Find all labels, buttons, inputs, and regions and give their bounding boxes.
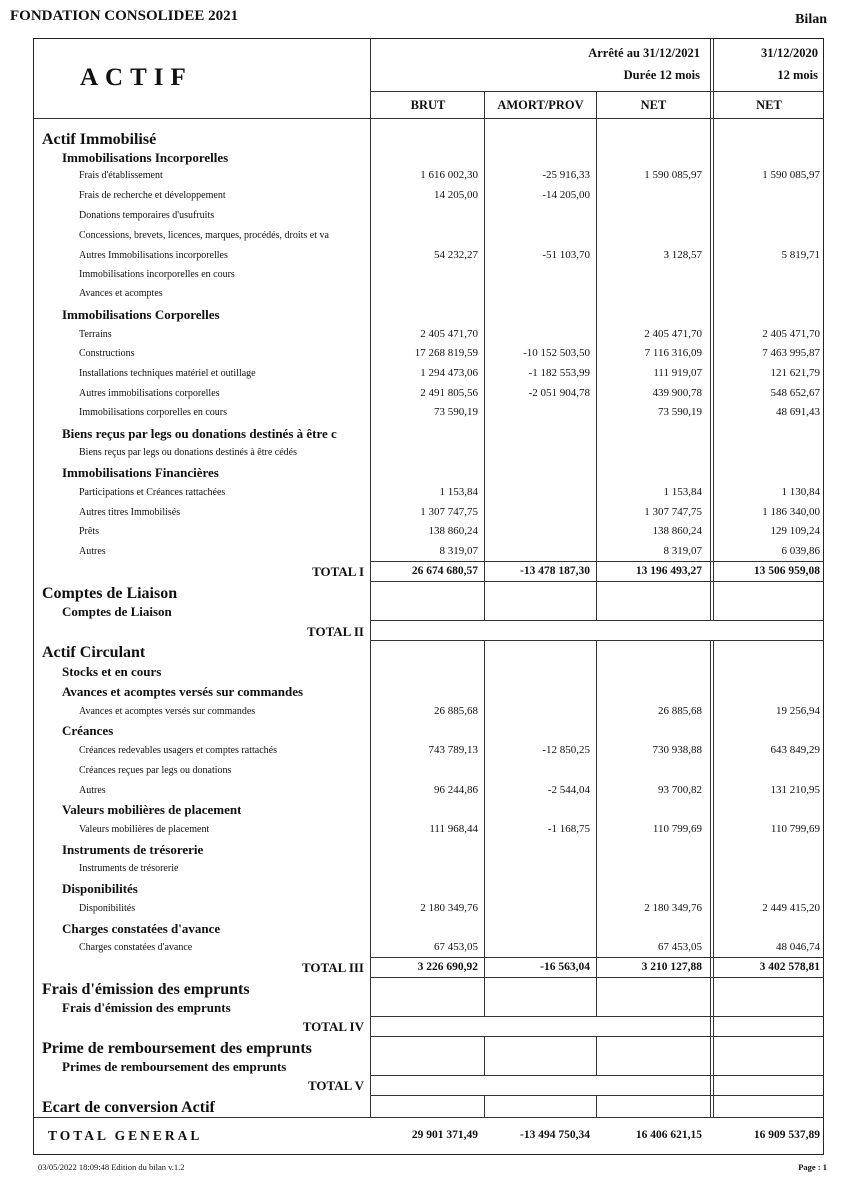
line-item-row [34,284,824,304]
value-net: 16 406 621,15 [635,1129,702,1141]
document-type: Bilan [795,12,827,27]
item-label: Concessions, brevets, licences, marques, procédés, droits et va [79,230,329,241]
line-item-row [34,325,824,345]
value-brut: 1 307 747,75 [420,506,478,518]
value-amort-prov: -12 850,25 [542,744,590,756]
value-net: 1 590 085,97 [644,169,702,181]
sub-row [34,305,824,325]
section-label: Frais d'émission des emprunts [42,981,250,998]
value-amort-prov: -10 152 503,50 [523,347,590,359]
value-brut: 26 674 680,57 [411,565,478,577]
sub-label: Créances [62,723,114,738]
value-brut: 111 968,44 [429,823,478,835]
line-item-row [34,702,824,722]
value-amort-prov: -1 168,75 [547,823,590,835]
value-brut: 2 491 805,56 [420,387,478,399]
value-net: 2 405 471,70 [644,328,702,340]
sub-row [34,682,824,702]
sub-label: Biens reçus par legs ou donations destinés à être c [62,426,337,441]
value-net-previous: 110 799,69 [770,823,820,835]
sub-label: Stocks et en cours [62,664,162,679]
line-item-row [34,265,824,285]
header-rule [370,91,824,92]
total-row [34,622,824,642]
value-brut: 67 453,05 [434,941,478,953]
total-label: TOTAL I [312,564,364,579]
value-net-previous: 7 463 995,87 [762,347,820,359]
value-net-previous: 643 849,29 [770,744,820,756]
value-amort-prov: -2 544,04 [547,784,590,796]
sub-label: Disponibilités [62,881,138,896]
line-item-row [34,226,824,246]
item-label: Autres titres Immobilisés [79,507,181,518]
sub-label: Comptes de Liaison [62,604,172,619]
value-net-previous: 19 256,94 [776,705,820,717]
sub-row [34,840,824,860]
sub-row [34,424,824,444]
value-net-previous: 16 909 537,89 [753,1129,820,1141]
value-amort-prov: -13 494 750,34 [520,1129,590,1141]
column-header-net: NET [640,98,667,112]
value-net-previous: 129 109,24 [770,525,820,537]
period-current: Arrêté au 31/12/2021 [588,46,700,60]
item-label: Instruments de trésorerie [79,863,179,874]
column-header-amort-prov: AMORT/PROV [497,98,584,112]
item-label: Autres Immobilisations incorporelles [79,250,228,261]
value-amort-prov: -1 182 553,99 [528,367,590,379]
sub-row [34,998,824,1018]
sub-row [34,463,824,483]
section-label: Ecart de conversion Actif [42,1099,215,1116]
total-label: TOTAL IV [302,1019,364,1034]
sub-label: Avances et acomptes versés sur commandes [62,684,304,699]
section-row [34,584,824,604]
line-item-row [34,820,824,840]
value-net-previous: 1 130,84 [781,486,820,498]
item-label: Biens reçus par legs ou donations destinés à être cédés [79,447,297,458]
sub-row [34,662,824,682]
value-net: 730 938,88 [652,744,702,756]
line-item-row [34,542,824,562]
value-net: 73 590,19 [658,406,702,418]
value-amort-prov: -2 051 904,78 [528,387,590,399]
sub-label: Frais d'émission des emprunts [62,1000,231,1015]
item-label: Terrains [79,329,112,340]
footer-print-info: 03/05/2022 18:09:48 Edition du bilan v.1.2 [38,1162,185,1172]
line-item-row [34,344,824,364]
section-label: Comptes de Liaison [42,585,178,602]
value-brut: 2 180 349,76 [420,902,478,914]
sub-row [34,148,824,168]
sub-label: Immobilisations Financières [62,465,219,480]
line-item-row [34,503,824,523]
value-net: 138 860,24 [652,525,702,537]
value-net: 26 885,68 [658,705,702,717]
value-net-previous: 3 402 578,81 [759,961,820,973]
total-label: TOTAL V [308,1078,364,1093]
value-net-previous: 6 039,86 [781,545,820,557]
value-net: 7 116 316,09 [644,347,702,359]
sub-label: Immobilisations Incorporelles [62,150,229,165]
line-item-row [34,443,824,463]
sub-label: Primes de remboursement des emprunts [62,1059,287,1074]
value-amort-prov: -13 478 187,30 [520,565,590,577]
header-bottom-rule [34,118,824,119]
sub-label: Charges constatées d'avance [62,921,221,936]
line-item-row [34,384,824,404]
item-label: Frais d'établissement [79,170,163,181]
period-previous: 31/12/2020 [761,46,818,60]
section-title-actif: ACTIF [80,64,193,91]
document-title: FONDATION CONSOLIDEE 2021 [10,8,239,24]
value-net: 111 919,07 [653,367,702,379]
value-net-previous: 131 210,95 [770,784,820,796]
item-label: Installations techniques matériel et outillage [79,368,256,379]
value-net-previous: 1 590 085,97 [762,169,820,181]
value-net: 1 307 747,75 [644,506,702,518]
value-brut: 17 268 819,59 [414,347,478,359]
value-net: 439 900,78 [652,387,702,399]
value-net-previous: 2 449 415,20 [762,902,820,914]
item-label: Immobilisations incorporelles en cours [79,269,235,280]
line-item-row [34,899,824,919]
line-item-row [34,246,824,266]
item-label: Prêts [79,526,99,537]
value-brut: 743 789,13 [428,744,478,756]
value-net-previous: 548 652,67 [770,387,820,399]
value-net-previous: 1 186 340,00 [762,506,820,518]
total-row [34,958,824,978]
value-net-previous: 2 405 471,70 [762,328,820,340]
value-net-previous: 48 691,43 [776,406,820,418]
duration-previous: 12 mois [777,68,818,82]
item-label: Avances et acomptes versés sur commandes [79,706,256,717]
value-net-previous: 48 046,74 [776,941,820,953]
line-item-row [34,761,824,781]
item-label: Frais de recherche et développement [79,190,226,201]
total-row [34,1017,824,1037]
line-item-row [34,186,824,206]
item-label: Valeurs mobilières de placement [79,824,210,835]
sub-row [34,1057,824,1077]
sub-label: Instruments de trésorerie [62,842,204,857]
value-net: 1 153,84 [663,486,702,498]
sub-row [34,879,824,899]
item-label: Autres [79,785,106,796]
value-brut: 26 885,68 [434,705,478,717]
value-amort-prov: -16 563,04 [540,961,590,973]
footer-page-number: Page : 1 [798,1162,827,1172]
value-net: 110 799,69 [652,823,702,835]
value-brut: 96 244,86 [434,784,478,796]
value-net: 93 700,82 [658,784,702,796]
sub-row [34,721,824,741]
line-item-row [34,483,824,503]
value-net: 67 453,05 [658,941,702,953]
value-amort-prov: -14 205,00 [542,189,590,201]
value-net: 3 210 127,88 [641,961,702,973]
line-item-row [34,741,824,761]
section-row [34,1098,824,1118]
section-row [34,130,824,150]
value-net: 8 319,07 [663,545,702,557]
grand-label: TOTAL GENERAL [48,1128,203,1143]
value-net: 2 180 349,76 [644,902,702,914]
line-item-row [34,859,824,879]
sub-label: Immobilisations Corporelles [62,307,220,322]
total-row [34,1076,824,1096]
total-label: TOTAL II [307,624,364,639]
value-brut: 2 405 471,70 [420,328,478,340]
section-label: Prime de remboursement des emprunts [42,1040,312,1057]
section-label: Actif Circulant [42,644,146,661]
value-brut: 3 226 690,92 [417,961,478,973]
value-brut: 29 901 371,49 [411,1129,478,1141]
item-label: Immobilisations corporelles en cours [79,407,228,418]
section-row [34,980,824,1000]
item-label: Charges constatées d'avance [79,942,193,953]
value-brut: 1 616 002,30 [420,169,478,181]
sub-row [34,602,824,622]
value-brut: 54 232,27 [434,249,478,261]
value-net-previous: 5 819,71 [781,249,820,261]
duration-current: Durée 12 mois [623,68,700,82]
value-brut: 14 205,00 [434,189,478,201]
item-label: Créances reçues par legs ou donations [79,765,232,776]
sub-row [34,919,824,939]
value-net-previous: 13 506 959,08 [753,565,820,577]
line-item-row [34,403,824,423]
value-net: 3 128,57 [663,249,702,261]
column-header-brut: BRUT [410,98,446,112]
grand-row [34,1126,824,1146]
total-label: TOTAL III [301,960,364,975]
section-label: Actif Immobilisé [42,131,157,148]
item-label: Donations temporaires d'usufruits [79,210,215,221]
value-amort-prov: -25 916,33 [542,169,590,181]
value-brut: 8 319,07 [439,545,478,557]
item-label: Constructions [79,348,135,359]
item-label: Disponibilités [79,903,136,914]
section-row [34,1039,824,1059]
value-brut: 73 590,19 [434,406,478,418]
value-brut: 138 860,24 [428,525,478,537]
section-row [34,643,824,663]
item-label: Autres [79,546,106,557]
value-net-previous: 121 621,79 [770,367,820,379]
line-item-row [34,364,824,384]
item-label: Autres immobilisations corporelles [79,388,220,399]
item-label: Créances redevables usagers et comptes rattachés [79,745,277,756]
line-item-row [34,522,824,542]
line-item-row [34,206,824,226]
line-item-row [34,938,824,958]
value-amort-prov: -51 103,70 [542,249,590,261]
value-net: 13 196 493,27 [635,565,702,577]
line-item-row [34,781,824,801]
value-brut: 1 153,84 [439,486,478,498]
item-label: Avances et acomptes [79,288,163,299]
item-label: Participations et Créances rattachées [79,487,226,498]
sub-label: Valeurs mobilières de placement [62,802,242,817]
sub-row [34,800,824,820]
total-row [34,562,824,582]
value-brut: 1 294 473,06 [420,367,478,379]
column-header-net-previous: NET [756,98,782,112]
line-item-row [34,166,824,186]
